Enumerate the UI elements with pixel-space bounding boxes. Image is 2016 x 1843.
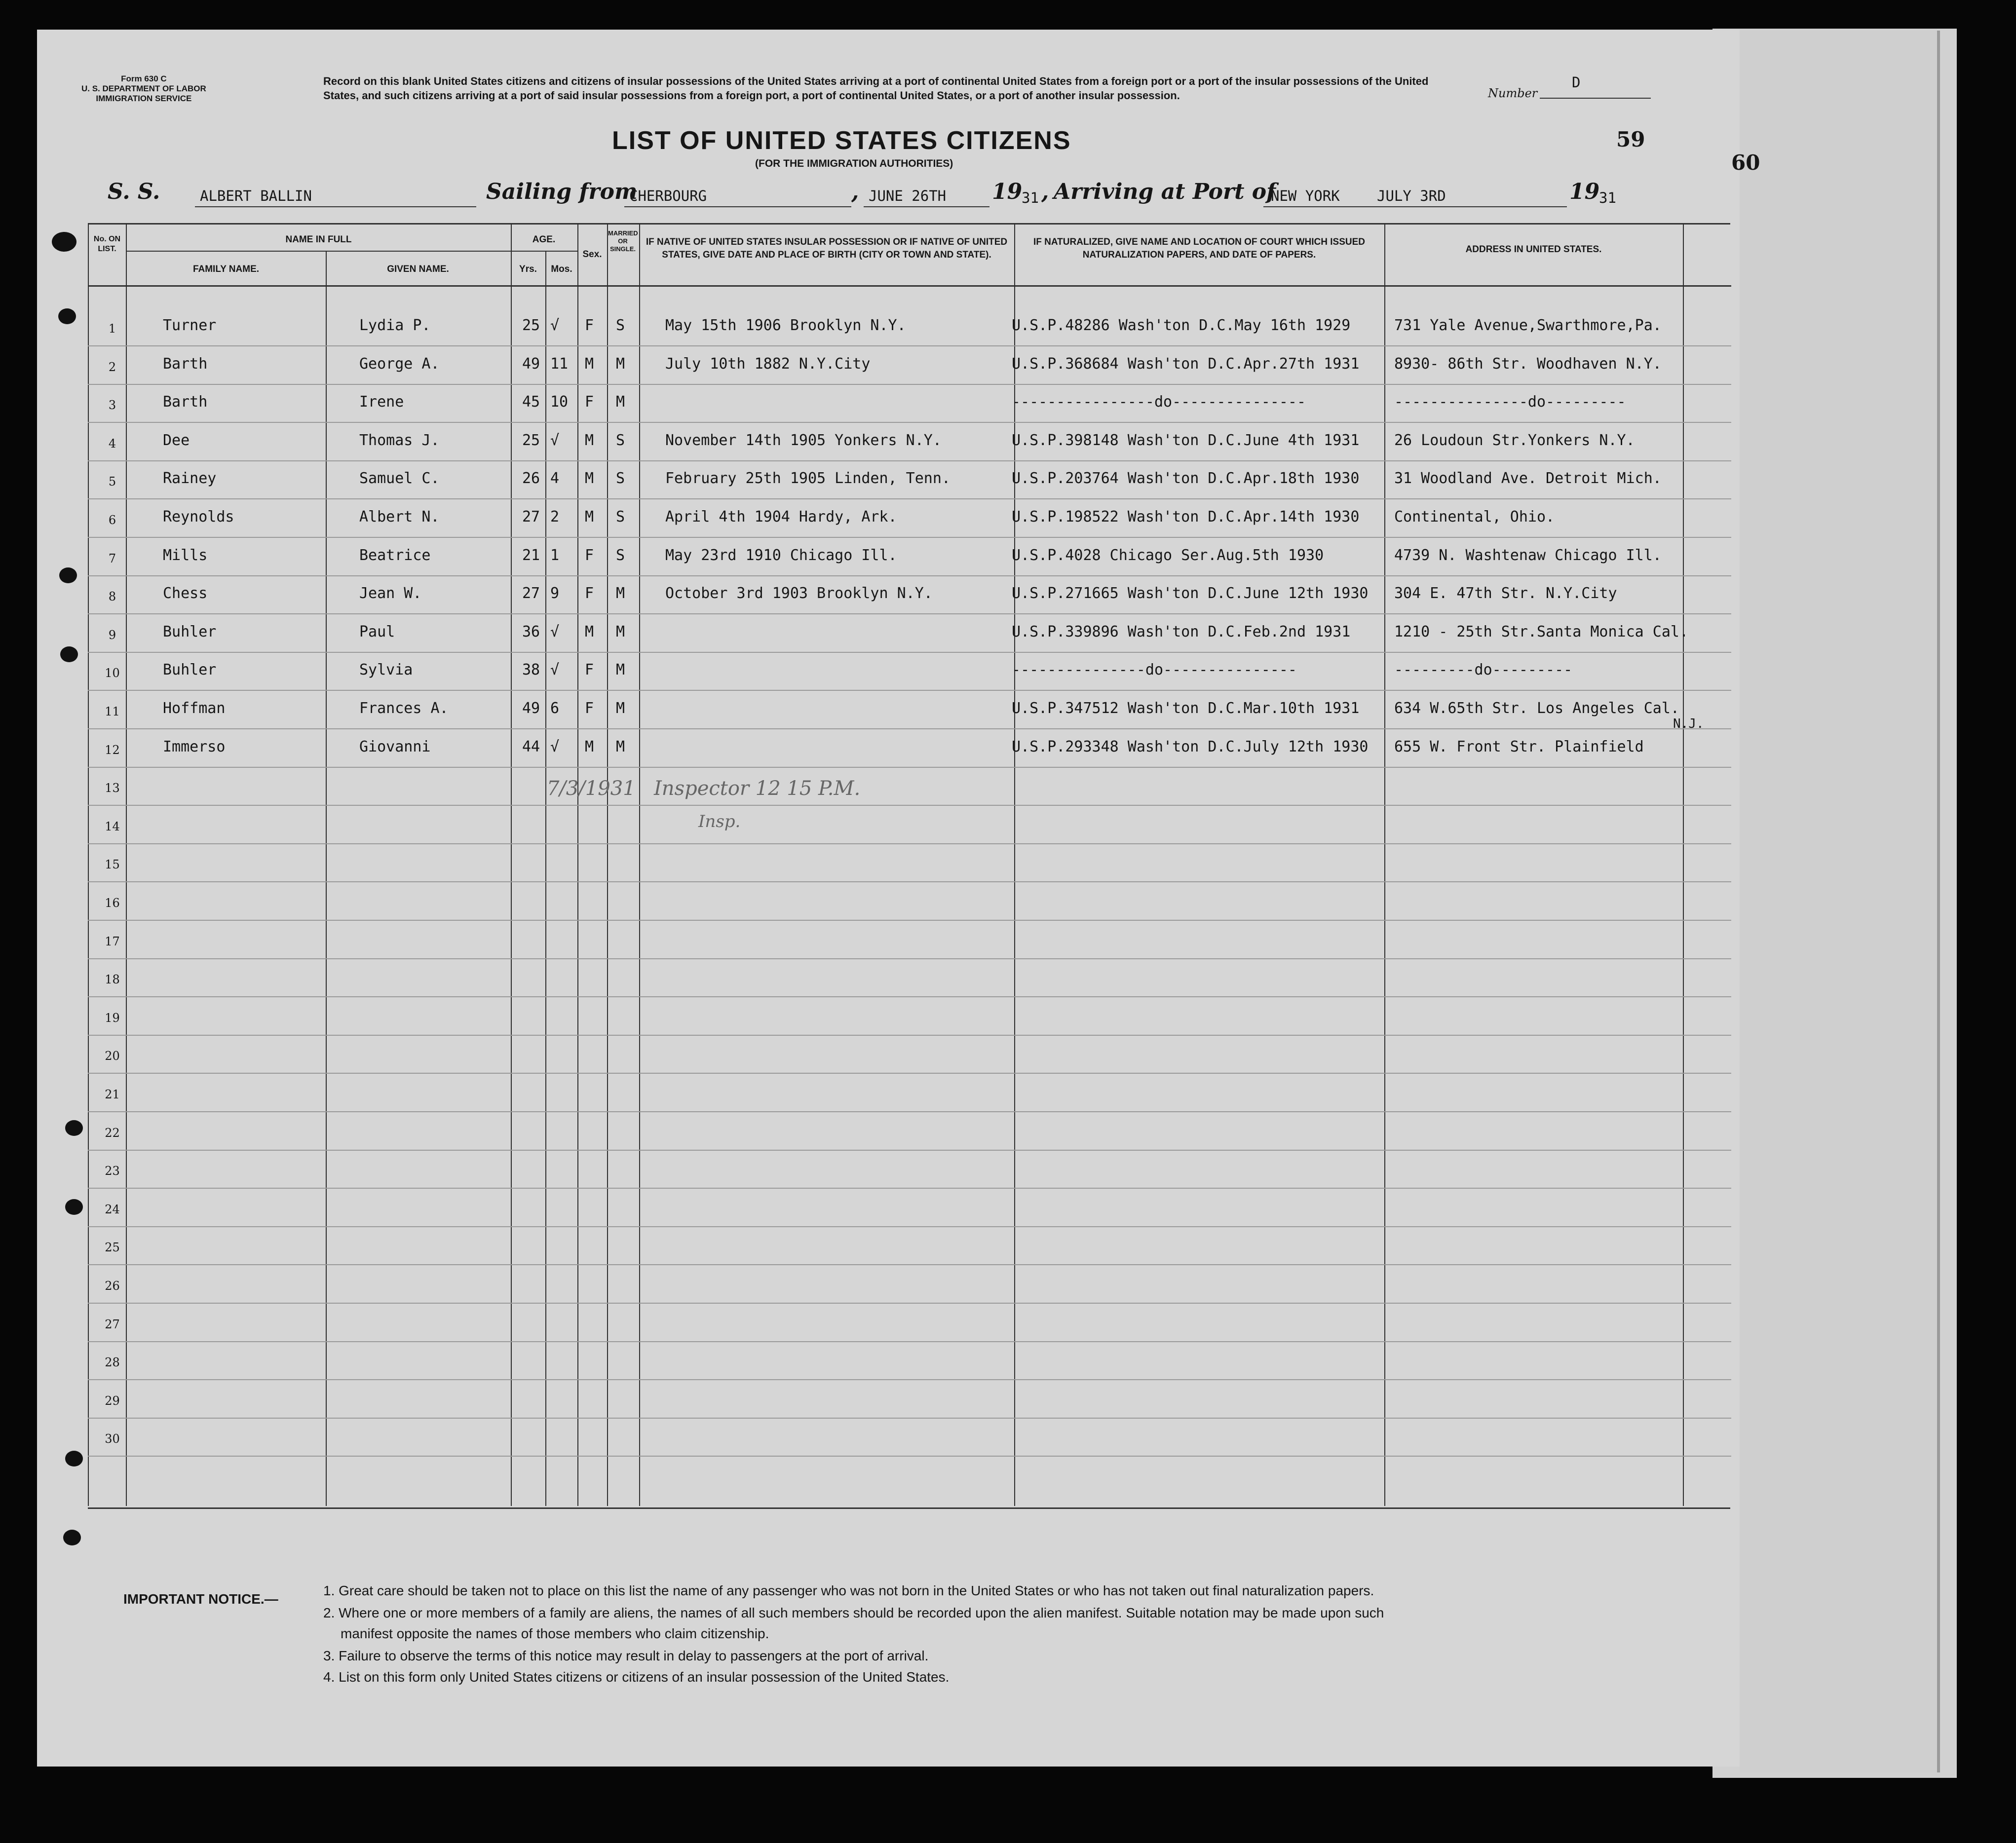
col-line-8	[1014, 223, 1015, 1506]
underlying-page-edge	[1740, 31, 1940, 1772]
marital-status: S	[616, 470, 625, 487]
notice-heading: IMPORTANT NOTICE.—	[123, 1591, 278, 1607]
naturalization-info: U.S.P.203764 Wash'ton D.C.Apr.18th 1930	[1012, 470, 1360, 487]
family-name: Buhler	[163, 623, 217, 640]
sex: F	[585, 547, 594, 564]
naturalization-info: U.S.P.398148 Wash'ton D.C.June 4th 1931	[1012, 432, 1360, 449]
naturalization-info: ----------------do---------------	[1012, 393, 1306, 411]
row-number: 15	[105, 858, 120, 871]
col-header-given: GIVEN NAME.	[387, 264, 449, 274]
marital-status: M	[616, 700, 625, 717]
row-number: 18	[105, 973, 120, 986]
family-name: Barth	[163, 393, 208, 411]
binder-hole	[65, 1120, 83, 1136]
given-name: Jean W.	[359, 585, 422, 602]
binder-hole	[52, 232, 76, 252]
age-months: √	[550, 432, 560, 449]
naturalization-info: U.S.P.48286 Wash'ton D.C.May 16th 1929	[1012, 317, 1351, 334]
col-line-2	[326, 251, 327, 1506]
handwritten-inspector: Inspector 12 15 P.M.	[654, 777, 861, 800]
departure-date: JUNE 26TH	[869, 188, 947, 204]
us-address: ---------------do---------	[1394, 393, 1626, 411]
age-years: 25	[522, 432, 540, 449]
given-name: Irene	[359, 393, 404, 411]
age-years: 49	[522, 700, 540, 717]
row-number: 19	[105, 1011, 120, 1025]
row-number: 3	[108, 398, 116, 412]
row-number: 23	[105, 1164, 120, 1178]
row-rule	[88, 384, 1731, 385]
us-address: 31 Woodland Ave. Detroit Mich.	[1394, 470, 1662, 487]
col-header-married: MARRIED OR SINGLE.	[608, 229, 638, 253]
row-rule	[88, 767, 1731, 768]
row-rule	[88, 1418, 1731, 1419]
row-rule	[88, 345, 1731, 346]
row-number: 2	[108, 360, 116, 374]
row-number: 30	[105, 1432, 120, 1446]
naturalization-info: ---------------do---------------	[1012, 661, 1297, 678]
marital-status: S	[616, 317, 625, 334]
date-underline	[864, 206, 989, 207]
service-name: IMMIGRATION SERVICE	[96, 94, 192, 103]
given-name: Paul	[359, 623, 395, 640]
col-header-birth: IF NATIVE OF UNITED STATES INSULAR POSSESSION OR IF NATIVE OF UNITED STATES, GIVE DATE AND PLACE OF BIRTH (CITY OR TOWN AND STATE).	[646, 237, 1008, 260]
family-name: Dee	[163, 432, 190, 449]
us-address: 731 Yale Avenue,Swarthmore,Pa.	[1394, 317, 1662, 334]
comma-2: ,	[1041, 179, 1049, 204]
col-header-sex: Sex.	[582, 249, 602, 260]
row-number: 12	[105, 743, 120, 757]
row-number: 7	[108, 552, 116, 565]
birth-info: July 10th 1882 N.Y.City	[665, 355, 871, 373]
col-header-mos: Mos.	[551, 264, 572, 274]
given-name: Frances A.	[359, 700, 449, 717]
age-months: 2	[550, 508, 560, 526]
row-number: 6	[108, 513, 116, 527]
age-years: 45	[522, 393, 540, 411]
notice-item-2: 2. Where one or more members of a family are aliens, the names of all such members should be recorded upon the alien manifest. Suitable notation may be made upon such	[323, 1605, 1384, 1620]
age-years: 27	[522, 508, 540, 526]
next-page-number: 60	[1731, 150, 1760, 175]
marital-status: S	[616, 508, 625, 526]
row-rule	[88, 652, 1731, 653]
family-name: Rainey	[163, 470, 217, 487]
row-rule	[88, 1226, 1731, 1227]
row-rule	[88, 613, 1731, 614]
row-rule	[88, 843, 1731, 844]
row-number: 25	[105, 1241, 120, 1254]
arriving-label: Arriving at Port of	[1054, 179, 1276, 204]
us-address: Continental, Ohio.	[1394, 508, 1555, 526]
us-address: 4739 N. Washtenaw Chicago Ill.	[1394, 547, 1662, 564]
col-header-name: NAME IN FULL	[285, 234, 352, 245]
page-subtitle: (FOR THE IMMIGRATION AUTHORITIES)	[755, 158, 953, 169]
age-years: 49	[522, 355, 540, 373]
row-rule	[88, 958, 1731, 959]
handwritten-date: 7/3/1931	[547, 777, 636, 800]
row-number: 10	[105, 666, 120, 680]
us-address: 8930- 86th Str. Woodhaven N.Y.	[1394, 355, 1662, 373]
age-months: 9	[550, 585, 560, 602]
notice-item-2-continued: manifest opposite the names of those members who claim citizenship.	[341, 1626, 769, 1641]
col-header-no: No. ON LIST.	[93, 235, 121, 253]
row-number: 4	[108, 437, 116, 451]
sex: M	[585, 623, 594, 640]
row-number: 11	[105, 705, 120, 718]
us-address: 634 W.65th Str. Los Angeles Cal.	[1394, 700, 1679, 717]
given-name: George A.	[359, 355, 440, 373]
department-name: U. S. DEPARTMENT OF LABOR	[81, 84, 206, 93]
col-line-0	[88, 223, 89, 1506]
given-name: Lydia P.	[359, 317, 431, 334]
sex: M	[585, 355, 594, 373]
sex: M	[585, 470, 594, 487]
age-years: 36	[522, 623, 540, 640]
col-header-family: FAMILY NAME.	[192, 264, 260, 274]
sex: F	[585, 317, 594, 334]
row-number: 27	[105, 1317, 120, 1331]
name-subheader-rule	[126, 251, 560, 252]
naturalization-info: U.S.P.271665 Wash'ton D.C.June 12th 1930	[1012, 585, 1369, 602]
row-number: 9	[108, 628, 116, 642]
binder-hole	[60, 646, 78, 662]
family-name: Turner	[163, 317, 217, 334]
notice-item-3: 3. Failure to observe the terms of this notice may result in delay to passengers at the port of arrival.	[323, 1648, 929, 1663]
col-line-10	[1683, 223, 1684, 1506]
arrival-port: NEW YORK	[1271, 188, 1340, 204]
ship-name: ALBERT BALLIN	[200, 188, 312, 204]
sex: F	[585, 393, 594, 411]
marital-status: M	[616, 661, 625, 678]
col-line-7	[639, 223, 640, 1506]
age-months: 10	[550, 393, 569, 411]
row-rule	[88, 1035, 1731, 1036]
col-line-6	[607, 223, 608, 1506]
comma-1: ,	[851, 179, 859, 204]
age-years: 25	[522, 317, 540, 334]
row-number: 22	[105, 1126, 120, 1140]
row-rule	[88, 498, 1731, 499]
binder-hole	[65, 1199, 83, 1215]
age-months: 6	[550, 700, 560, 717]
given-name: Sylvia	[359, 661, 413, 678]
col-line-9	[1384, 223, 1385, 1506]
age-months: 4	[550, 470, 560, 487]
form-number: Form 630 C	[121, 74, 167, 83]
col-header-age: AGE.	[532, 234, 556, 245]
ship-underline	[195, 206, 476, 207]
row-rule	[88, 1111, 1731, 1112]
naturalization-info: U.S.P.293348 Wash'ton D.C.July 12th 1930	[1012, 738, 1369, 755]
col-line-5	[577, 223, 578, 1506]
row-number: 28	[105, 1355, 120, 1369]
marital-status: M	[616, 585, 625, 602]
page-number: 59	[1616, 127, 1645, 151]
marital-status: M	[616, 355, 625, 373]
age-months: √	[550, 738, 560, 755]
row-rule	[88, 1073, 1731, 1074]
form-identifier	[81, 74, 206, 104]
row-rule	[88, 537, 1731, 538]
arrival-year: 31	[1599, 189, 1616, 206]
age-months: 1	[550, 547, 560, 564]
us-address: 304 E. 47th Str. N.Y.City	[1394, 585, 1617, 602]
col-header-address: ADDRESS IN UNITED STATES.	[1465, 244, 1602, 255]
age-years: 38	[522, 661, 540, 678]
number-underline	[1540, 98, 1651, 99]
birth-info: November 14th 1905 Yonkers N.Y.	[665, 432, 942, 449]
age-months: √	[550, 661, 560, 678]
number-value: D	[1572, 74, 1581, 91]
age-years: 26	[522, 470, 540, 487]
departure-underline	[624, 206, 851, 207]
birth-info: May 15th 1906 Brooklyn N.Y.	[665, 317, 906, 334]
row-rule	[88, 1303, 1731, 1304]
birth-info: February 25th 1905 Linden, Tenn.	[665, 470, 951, 487]
row-rule	[88, 881, 1731, 882]
age-years: 21	[522, 547, 540, 564]
row-rule	[88, 460, 1731, 461]
row-rule	[88, 920, 1731, 921]
sailing-label: Sailing from	[486, 179, 638, 204]
age-months: √	[550, 317, 560, 334]
form-instructions: Record on this blank United States citizens and citizens of insular possessions of the United States arriving at a port of continental United States from a foreign port or a port of the insular possessions of the United States, and such citizens arriving at a port of said insular possessions from a foreign port, a port of continental United States, or a port of another insular possession.	[323, 75, 1429, 102]
birth-info: May 23rd 1910 Chicago Ill.	[665, 547, 897, 564]
handwritten-insp: Insp.	[698, 812, 741, 831]
naturalization-info: U.S.P.368684 Wash'ton D.C.Apr.27th 1931	[1012, 355, 1360, 373]
given-name: Samuel C.	[359, 470, 440, 487]
departure-port: CHERBOURG	[629, 188, 707, 204]
header-bottom-rule	[88, 285, 1731, 287]
age-subheader-rule	[511, 251, 577, 252]
row-number: 21	[105, 1088, 120, 1101]
arrival-underline	[1263, 206, 1567, 207]
naturalization-info: U.S.P.4028 Chicago Ser.Aug.5th 1930	[1012, 547, 1324, 564]
given-name: Beatrice	[359, 547, 431, 564]
row-rule	[88, 996, 1731, 997]
col-header-yrs: Yrs.	[519, 264, 537, 274]
given-name: Giovanni	[359, 738, 431, 755]
sex: F	[585, 661, 594, 678]
arrival-date: JULY 3RD	[1377, 188, 1446, 204]
page-title: LIST OF UNITED STATES CITIZENS	[612, 126, 1071, 155]
age-years: 44	[522, 738, 540, 755]
us-address: ---------do---------	[1394, 661, 1573, 678]
row-rule	[88, 422, 1731, 423]
marital-status: M	[616, 738, 625, 755]
notice-item-4: 4. List on this form only United States citizens or citizens of an insular possession of the United States.	[323, 1669, 950, 1685]
address-continuation: N.J.	[1673, 716, 1704, 731]
row-number: 8	[108, 590, 116, 603]
marital-status: S	[616, 432, 625, 449]
col-line-3	[511, 223, 512, 1506]
row-rule	[88, 728, 1731, 729]
row-number: 17	[105, 935, 120, 948]
marital-status: S	[616, 547, 625, 564]
sex: M	[585, 508, 594, 526]
notice-item-1: 1. Great care should be taken not to place on this list the name of any passenger who was not born in the United States or who has not taken out final naturalization papers.	[323, 1583, 1374, 1598]
col-header-naturalized: IF NATURALIZED, GIVE NAME AND LOCATION OF COURT WHICH ISSUED NATURALIZATION PAPERS, AND DATE OF PAPERS.	[1033, 237, 1365, 260]
binder-hole	[58, 308, 76, 324]
birth-info: April 4th 1904 Hardy, Ark.	[665, 508, 897, 526]
given-name: Thomas J.	[359, 432, 440, 449]
row-number: 20	[105, 1049, 120, 1063]
year-prefix-2: 19	[1569, 179, 1600, 204]
sex: M	[585, 738, 594, 755]
family-name: Hoffman	[163, 700, 226, 717]
family-name: Barth	[163, 355, 208, 373]
sex: F	[585, 700, 594, 717]
year-prefix: 19	[992, 179, 1023, 204]
us-address: 1210 - 25th Str.Santa Monica Cal.	[1394, 623, 1689, 640]
row-rule	[88, 1456, 1731, 1457]
row-rule	[88, 1341, 1731, 1342]
family-name: Buhler	[163, 661, 217, 678]
departure-year: 31	[1022, 189, 1039, 206]
row-rule	[88, 805, 1731, 806]
row-number: 5	[108, 475, 116, 489]
row-rule	[88, 1188, 1731, 1189]
age-months: 11	[550, 355, 569, 373]
row-number: 29	[105, 1394, 120, 1408]
age-years: 27	[522, 585, 540, 602]
row-number: 26	[105, 1279, 120, 1293]
us-address: 26 Loudoun Str.Yonkers N.Y.	[1394, 432, 1635, 449]
marital-status: M	[616, 393, 625, 411]
binder-hole	[59, 567, 77, 583]
row-rule	[88, 690, 1731, 691]
ss-label: S. S.	[108, 179, 160, 204]
family-name: Mills	[163, 547, 208, 564]
passenger-table	[88, 223, 1730, 1509]
col-line-4	[545, 251, 546, 1506]
row-rule	[88, 1264, 1731, 1265]
sex: M	[585, 432, 594, 449]
row-number: 13	[105, 781, 120, 795]
row-number: 24	[105, 1203, 120, 1216]
row-number: 16	[105, 896, 120, 910]
given-name: Albert N.	[359, 508, 440, 526]
sex: F	[585, 585, 594, 602]
age-months: √	[550, 623, 560, 640]
row-number: 1	[108, 322, 116, 336]
us-address: 655 W. Front Str. Plainfield	[1394, 738, 1644, 755]
naturalization-info: U.S.P.339896 Wash'ton D.C.Feb.2nd 1931	[1012, 623, 1351, 640]
family-name: Immerso	[163, 738, 226, 755]
row-rule	[88, 1150, 1731, 1151]
naturalization-info: U.S.P.347512 Wash'ton D.C.Mar.10th 1931	[1012, 700, 1360, 717]
marital-status: M	[616, 623, 625, 640]
row-number: 14	[105, 820, 120, 833]
binder-hole	[65, 1451, 83, 1467]
row-rule	[88, 575, 1731, 576]
family-name: Chess	[163, 585, 208, 602]
row-rule	[88, 1379, 1731, 1380]
birth-info: October 3rd 1903 Brooklyn N.Y.	[665, 585, 933, 602]
number-label: Number	[1488, 86, 1538, 100]
naturalization-info: U.S.P.198522 Wash'ton D.C.Apr.14th 1930	[1012, 508, 1360, 526]
family-name: Reynolds	[163, 508, 234, 526]
binder-hole	[63, 1530, 81, 1545]
